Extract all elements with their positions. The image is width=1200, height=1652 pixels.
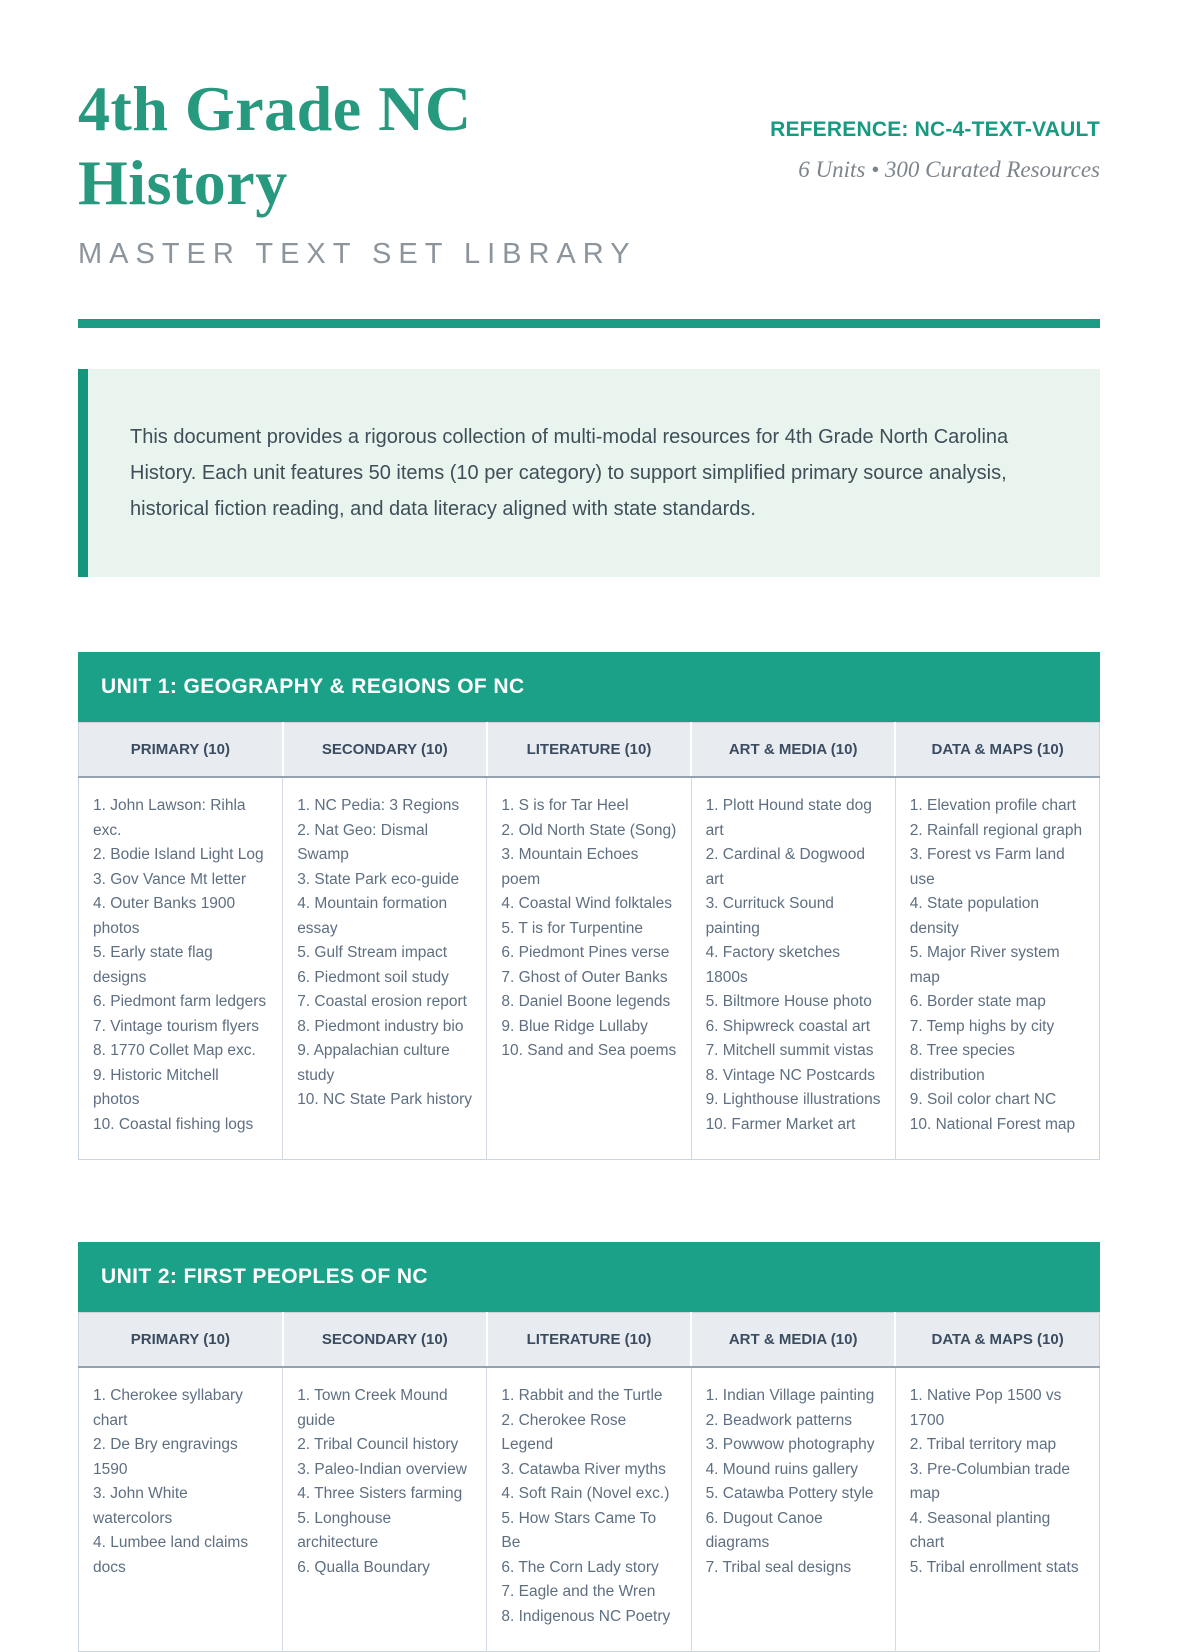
resource-item: 8. Indigenous NC Poetry bbox=[501, 1607, 671, 1625]
resource-cell bbox=[895, 1367, 1099, 1652]
unit-banner bbox=[78, 652, 1100, 722]
resource-item: 5. T is for Turpentine bbox=[501, 919, 643, 937]
resource-item: 4. Outer Banks 1900 photos bbox=[93, 895, 236, 937]
resource-item: 7. Coastal erosion report bbox=[297, 993, 467, 1010]
resource-item: 10. Coastal fishing logs bbox=[93, 1115, 254, 1133]
resource-item: 3. John White watercolors bbox=[93, 1485, 188, 1527]
resource-item: 5. Major River system map bbox=[909, 944, 1060, 986]
resource-item: 8. Vintage NC Postcards bbox=[705, 1066, 876, 1084]
reference-block bbox=[770, 118, 1100, 187]
resource-item: 5. Biltmore House photo bbox=[705, 993, 872, 1010]
intro-callout bbox=[78, 369, 1100, 577]
resource-item: 9. Appalachian culture study bbox=[297, 1042, 450, 1084]
resource-item: 1. Cherokee syllabary chart bbox=[93, 1387, 243, 1429]
resource-item: 9. Historic Mitchell photos bbox=[93, 1066, 219, 1108]
page-subtitle: MASTER TEXT SET LIBRARY bbox=[78, 238, 637, 270]
unit-section bbox=[78, 1242, 1100, 1652]
resource-item: 4. Factory sketches 1800s bbox=[705, 944, 840, 986]
resource-item: 2. Cherokee Rose Legend bbox=[501, 1411, 627, 1453]
resource-item: 7. Mitchell summit vistas bbox=[705, 1042, 874, 1059]
resource-item: 3. Pre-Columbian trade map bbox=[909, 1460, 1070, 1502]
resource-item: 3. Mountain Echoes poem bbox=[501, 846, 639, 888]
intro-text: This document provides a rigorous collection of multi-modal resources for 4th Grade North Carolina History. Each unit features 50 items (10 per category) to support simplified primary source analysis, historical fiction reading, and data literacy aligned with state standards. bbox=[130, 426, 1009, 520]
reference-meta: 6 Units • 300 Curated Resources bbox=[798, 157, 1100, 182]
page-title-line2: History bbox=[78, 147, 288, 218]
resource-item: 6. Shipwreck coastal art bbox=[705, 1017, 871, 1035]
resource-cell bbox=[487, 1367, 691, 1652]
unit-body-row bbox=[79, 777, 1100, 1160]
resource-item: 8. 1770 Collet Map exc. bbox=[93, 1042, 256, 1059]
resource-item: 9. Lighthouse illustrations bbox=[705, 1091, 881, 1108]
resource-item: 5. Gulf Stream impact bbox=[297, 944, 448, 961]
resource-item: 9. Soil color chart NC bbox=[909, 1091, 1057, 1108]
table-body bbox=[79, 777, 1100, 1160]
resource-item: 2. Nat Geo: Dismal Swamp bbox=[297, 821, 429, 863]
resource-item: 5. Early state flag designs bbox=[93, 944, 213, 986]
resource-item: 10. NC State Park history bbox=[297, 1091, 473, 1108]
resource-cell bbox=[79, 1367, 283, 1652]
column-header: DATA & MAPS (10) bbox=[895, 723, 1099, 778]
units-container bbox=[78, 652, 1100, 1652]
resource-item: 7. Temp highs by city bbox=[909, 1017, 1055, 1035]
resource-item: 5. How Stars Came To Be bbox=[501, 1509, 657, 1551]
resource-item: 4. State population density bbox=[909, 895, 1040, 937]
resource-item: 3. Forest vs Farm land use bbox=[909, 846, 1065, 888]
resource-item: 1. Native Pop 1500 vs 1700 bbox=[909, 1387, 1062, 1429]
resource-item: 10. Sand and Sea poems bbox=[501, 1042, 677, 1059]
resource-item: 2. Cardinal & Dogwood art bbox=[705, 846, 865, 888]
resource-item: 4. Lumbee land claims docs bbox=[93, 1534, 249, 1576]
resource-item: 3. Powwow photography bbox=[705, 1436, 875, 1453]
page-title-line1: 4th Grade NC bbox=[78, 73, 472, 144]
column-header: SECONDARY (10) bbox=[283, 1313, 487, 1368]
resource-item: 1. John Lawson: Rihla exc. bbox=[93, 797, 246, 839]
resource-item: 4. Soft Rain (Novel exc.) bbox=[501, 1485, 670, 1502]
document-header bbox=[78, 0, 1100, 271]
resource-item: 2. Bodie Island Light Log bbox=[93, 846, 264, 863]
resource-item: 6. Piedmont farm ledgers bbox=[93, 993, 267, 1010]
resource-cell bbox=[79, 777, 283, 1160]
table-head bbox=[79, 723, 1100, 778]
resource-item: 1. Indian Village painting bbox=[705, 1387, 875, 1404]
resource-item: 7. Ghost of Outer Banks bbox=[501, 968, 668, 986]
resource-cell bbox=[283, 1367, 487, 1652]
table-head bbox=[79, 1313, 1100, 1368]
resource-item: 2. Tribal territory map bbox=[909, 1436, 1057, 1453]
resource-item: 6. Piedmont Pines verse bbox=[501, 944, 670, 961]
table-body bbox=[79, 1367, 1100, 1652]
column-header: ART & MEDIA (10) bbox=[691, 1313, 895, 1368]
resource-item: 3. Currituck Sound painting bbox=[705, 895, 834, 937]
reference-label: REFERENCE: NC-4-TEXT-VAULT bbox=[770, 118, 1100, 141]
resource-item: 9. Blue Ridge Lullaby bbox=[501, 1017, 648, 1035]
resource-cell bbox=[487, 777, 691, 1160]
resource-item: 1. Town Creek Mound guide bbox=[297, 1387, 448, 1429]
resource-cell bbox=[895, 777, 1099, 1160]
resource-item: 6. Piedmont soil study bbox=[297, 968, 449, 986]
divider-rule bbox=[78, 319, 1100, 328]
resource-item: 1. Plott Hound state dog art bbox=[705, 797, 872, 839]
resource-item: 8. Daniel Boone legends bbox=[501, 993, 671, 1010]
column-header: PRIMARY (10) bbox=[79, 1313, 283, 1368]
resource-item: 7. Eagle and the Wren bbox=[501, 1583, 656, 1600]
resource-item: 1. NC Pedia: 3 Regions bbox=[297, 797, 460, 814]
resource-item: 3. Catawba River myths bbox=[501, 1460, 666, 1478]
resource-item: 8. Tree species distribution bbox=[909, 1042, 1015, 1084]
resource-item: 1. S is for Tar Heel bbox=[501, 797, 629, 814]
unit-banner-title: UNIT 1: GEOGRAPHY & REGIONS OF NC bbox=[101, 675, 525, 698]
resource-item: 2. Tribal Council history bbox=[297, 1436, 459, 1453]
resource-item: 4. Mountain formation essay bbox=[297, 895, 448, 937]
resource-item: 3. Gov Vance Mt letter bbox=[93, 870, 247, 888]
resource-item: 6. Border state map bbox=[909, 993, 1046, 1010]
column-header: ART & MEDIA (10) bbox=[691, 723, 895, 778]
resource-item: 5. Catawba Pottery style bbox=[705, 1485, 874, 1502]
resource-item: 1. Elevation profile chart bbox=[909, 797, 1077, 814]
resource-cell bbox=[283, 777, 487, 1160]
resource-item: 4. Seasonal planting chart bbox=[909, 1509, 1051, 1551]
resource-cell bbox=[691, 1367, 895, 1652]
resource-item: 10. National Forest map bbox=[909, 1115, 1076, 1133]
unit-banner-title: UNIT 2: FIRST PEOPLES OF NC bbox=[101, 1265, 428, 1288]
resource-item: 10. Farmer Market art bbox=[705, 1115, 856, 1133]
unit-body-row bbox=[79, 1367, 1100, 1652]
column-header: LITERATURE (10) bbox=[487, 723, 691, 778]
resource-item: 2. Old North State (Song) bbox=[501, 821, 677, 839]
resource-item: 2. De Bry engravings 1590 bbox=[93, 1436, 238, 1478]
column-header: LITERATURE (10) bbox=[487, 1313, 691, 1368]
resource-item: 6. Dugout Canoe diagrams bbox=[705, 1509, 823, 1551]
column-header: DATA & MAPS (10) bbox=[895, 1313, 1099, 1368]
resource-item: 7. Vintage tourism flyers bbox=[93, 1017, 259, 1035]
resource-item: 2. Rainfall regional graph bbox=[909, 821, 1083, 839]
resource-item: 6. The Corn Lady story bbox=[501, 1558, 659, 1576]
unit-banner bbox=[78, 1242, 1100, 1312]
column-header-row bbox=[79, 723, 1100, 778]
unit-section bbox=[78, 652, 1100, 1160]
resource-item: 1. Rabbit and the Turtle bbox=[501, 1387, 663, 1404]
column-header: PRIMARY (10) bbox=[79, 723, 283, 778]
resource-item: 7. Tribal seal designs bbox=[705, 1558, 852, 1576]
resources-table bbox=[78, 722, 1100, 1160]
resource-cell bbox=[691, 777, 895, 1160]
column-header: SECONDARY (10) bbox=[283, 723, 487, 778]
resource-item: 5. Tribal enrollment stats bbox=[909, 1558, 1079, 1576]
resource-item: 4. Mound ruins gallery bbox=[705, 1460, 859, 1478]
resource-item: 5. Longhouse architecture bbox=[297, 1509, 392, 1551]
resources-table bbox=[78, 1312, 1100, 1652]
column-header-row bbox=[79, 1313, 1100, 1368]
resource-item: 2. Beadwork patterns bbox=[705, 1411, 853, 1429]
resource-item: 3. Paleo-Indian overview bbox=[297, 1460, 467, 1478]
resource-item: 8. Piedmont industry bio bbox=[297, 1017, 464, 1035]
resource-item: 6. Qualla Boundary bbox=[297, 1558, 430, 1576]
resource-item: 3. State Park eco-guide bbox=[297, 870, 460, 888]
resource-item: 4. Three Sisters farming bbox=[297, 1485, 463, 1502]
resource-item: 4. Coastal Wind folktales bbox=[501, 895, 672, 912]
